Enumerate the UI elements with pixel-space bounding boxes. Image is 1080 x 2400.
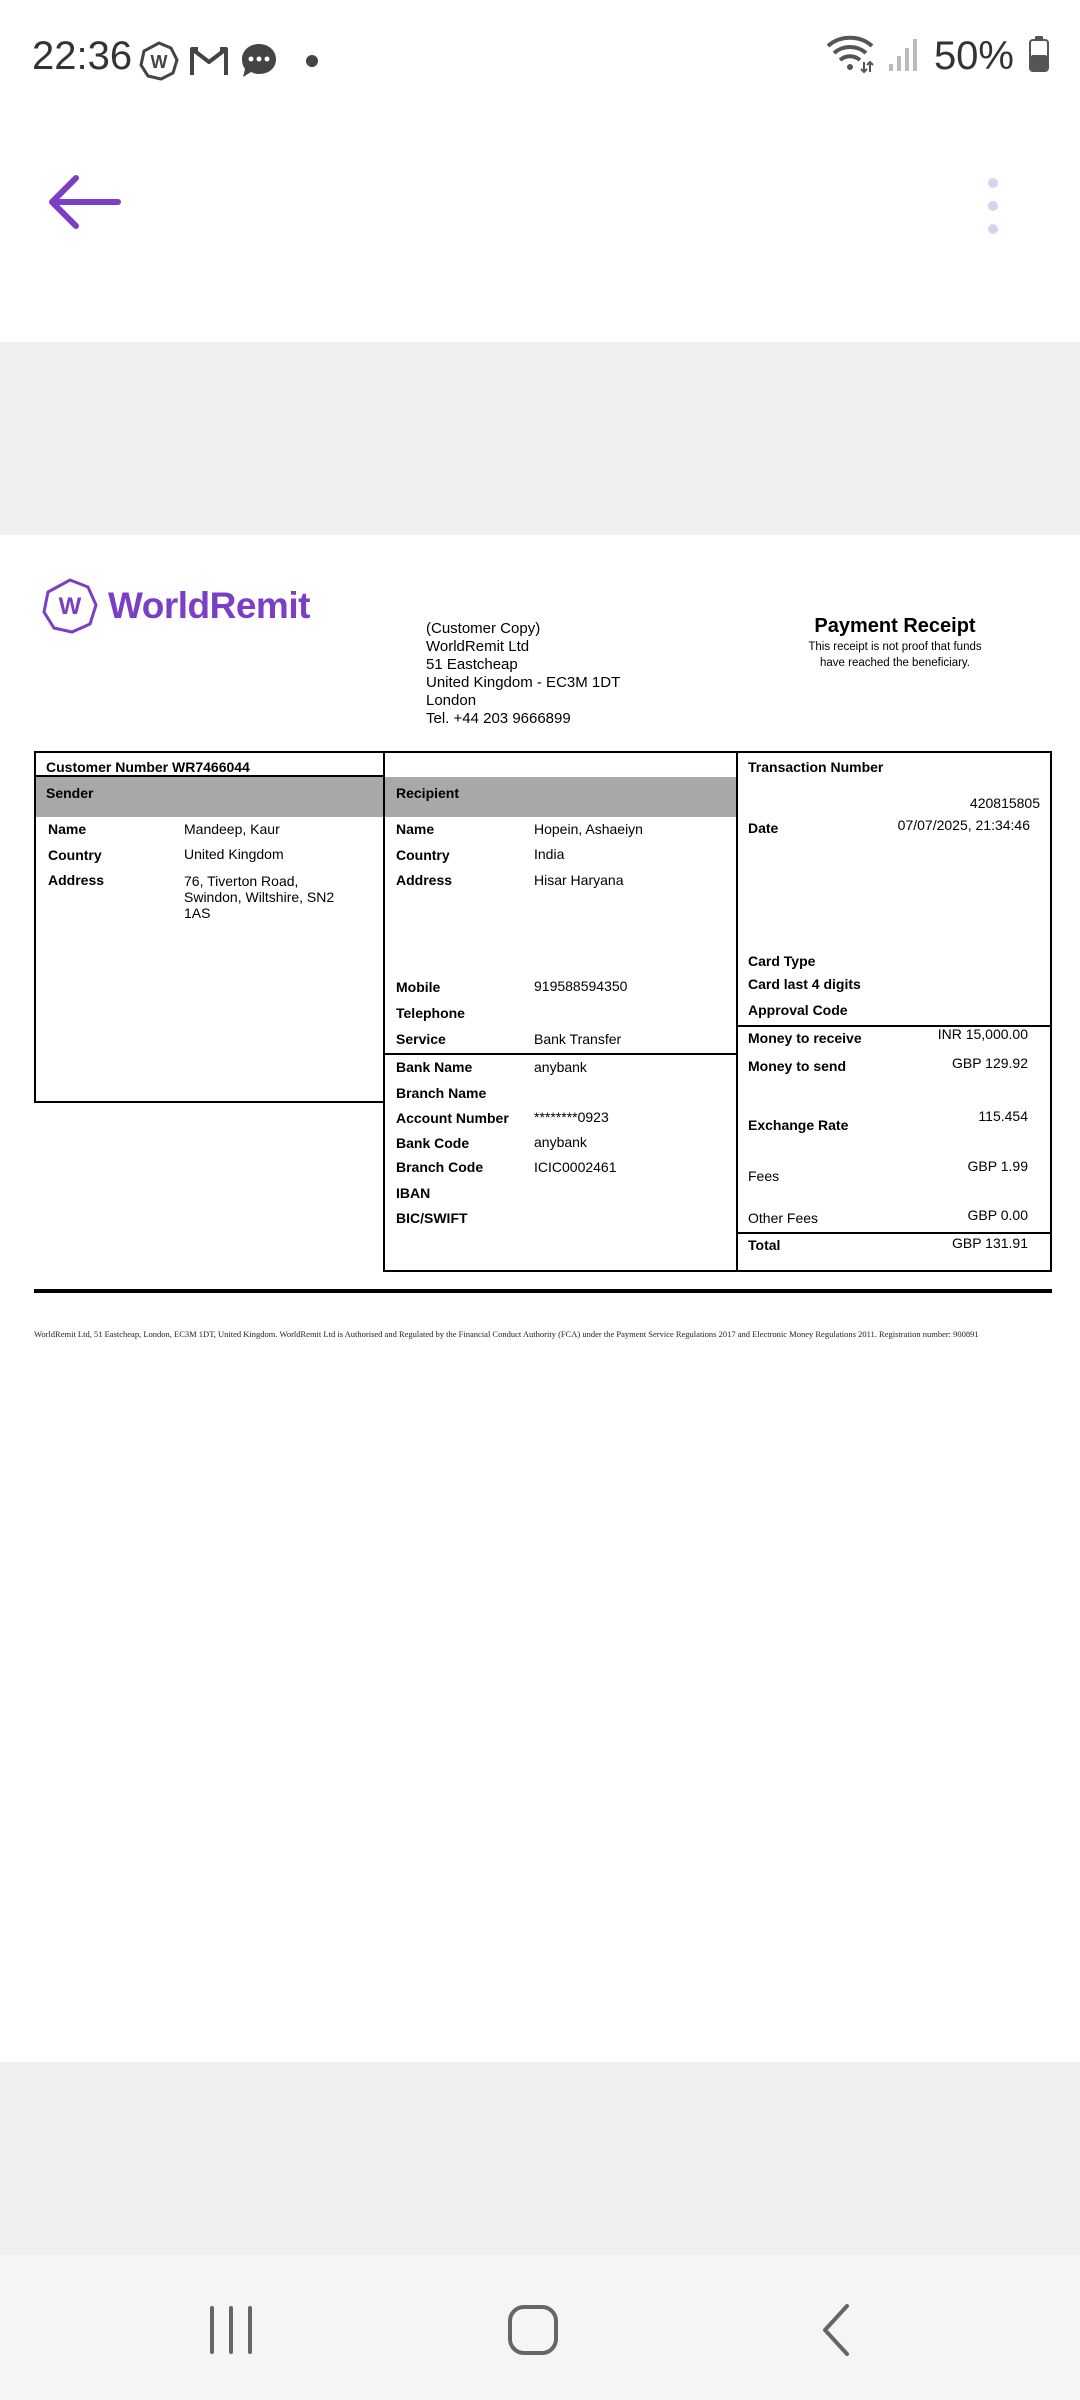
gmail-icon (188, 40, 230, 82)
receipt-disclaimer: This receipt is not proof that funds (808, 641, 982, 653)
bic-label: BIC/SWIFT (396, 1210, 468, 1226)
battery-percent: 50% (933, 34, 1014, 78)
svg-text:W: W (58, 593, 82, 620)
sender-country: United Kingdom (184, 846, 284, 862)
total: GBP 131.91 (951, 1235, 1028, 1251)
recipient-telephone-label: Telephone (396, 1005, 465, 1021)
notification-icons (138, 40, 318, 82)
divider (36, 775, 383, 777)
logo-text: WorldRemit (108, 585, 310, 626)
bank-code: anybank (534, 1134, 587, 1150)
recent-apps-button[interactable] (196, 2295, 266, 2365)
card-last4-label: Card last 4 digits (748, 976, 861, 992)
other-fees-label: Other Fees (748, 1210, 819, 1226)
sender-country-label: Country (48, 847, 102, 863)
bank-code-label: Bank Code (396, 1135, 470, 1151)
back-nav-button[interactable] (802, 2295, 872, 2365)
address-line: United Kingdom - EC3M 1DT (426, 674, 621, 691)
worldremit-notification-icon (138, 40, 180, 82)
home-button[interactable] (498, 2295, 568, 2365)
fees: GBP 1.99 (967, 1158, 1028, 1174)
more-notifications-dot (306, 55, 318, 67)
exchange-rate: 115.454 (978, 1108, 1028, 1124)
recipient-country: India (534, 846, 565, 862)
sender-address-label: Address (48, 872, 105, 888)
transaction-date: 07/07/2025, 21:34:46 (897, 817, 1030, 833)
iban-label: IBAN (396, 1185, 431, 1201)
company-address (426, 620, 620, 728)
navigation-bar (0, 2255, 1080, 2400)
system-icons (826, 34, 1050, 79)
money-to-send-label: Money to send (748, 1058, 847, 1074)
address-line: London (426, 692, 477, 709)
branch-code: ICIC0002461 (534, 1159, 617, 1175)
branch-code-label: Branch Code (396, 1159, 484, 1175)
worldremit-logo (42, 578, 310, 634)
bank-name: anybank (534, 1059, 587, 1075)
recipient-mobile: 919588594350 (534, 978, 628, 994)
arrow-left-icon (46, 172, 122, 232)
recipient-heading: Recipient (396, 785, 460, 801)
approval-code-label: Approval Code (748, 1002, 848, 1018)
transaction-number-heading: Transaction Number (748, 759, 884, 775)
status-time: 22:36 (32, 34, 133, 78)
messages-icon (238, 40, 280, 82)
address-line: WorldRemit Ltd (426, 638, 530, 655)
battery-icon (1028, 35, 1050, 78)
address-line: Tel. +44 203 9666899 (426, 710, 571, 727)
recent-apps-icon (206, 2305, 256, 2355)
recipient-address: Hisar Haryana (534, 872, 624, 888)
customer-number: Customer Number WR7466044 (46, 759, 250, 775)
home-icon (507, 2304, 559, 2356)
other-fees: GBP 0.00 (967, 1207, 1028, 1223)
recipient-service: Bank Transfer (534, 1031, 622, 1047)
recipient-country-label: Country (396, 847, 450, 863)
account-number-label: Account Number (396, 1110, 509, 1126)
money-to-send: GBP 129.92 (951, 1055, 1028, 1071)
recipient-mobile-label: Mobile (396, 979, 441, 995)
receipt-title: Payment Receipt (814, 615, 976, 637)
viewer-background-top (0, 342, 1080, 535)
total-label: Total (748, 1237, 781, 1253)
address-line: (Customer Copy) (426, 620, 541, 637)
money-to-receive: INR 15,000.00 (937, 1026, 1028, 1042)
receipt-document (0, 535, 1080, 2062)
worldremit-logo-icon (42, 578, 98, 634)
card-type-label: Card Type (748, 953, 816, 969)
sender-name-label: Name (48, 821, 87, 837)
receipt-title-block (790, 615, 1000, 670)
sender-address-line: 1AS (184, 905, 211, 921)
recipient-address-label: Address (396, 872, 453, 888)
divider (738, 1232, 1050, 1234)
status-bar (0, 0, 1080, 122)
sender-name: Mandeep, Kaur (184, 821, 280, 837)
signal-icon (888, 36, 920, 77)
back-button[interactable] (46, 172, 122, 232)
more-vertical-icon (988, 178, 998, 188)
sender-heading: Sender (46, 785, 94, 801)
divider (385, 1053, 736, 1055)
recipient-name: Hopein, Ashaeiyn (534, 821, 643, 837)
bank-name-label: Bank Name (396, 1059, 473, 1075)
sender-address (184, 873, 334, 921)
recipient-service-label: Service (396, 1031, 446, 1047)
footer-rule (34, 1289, 1052, 1293)
date-label: Date (748, 820, 779, 836)
account-number: ********0923 (534, 1109, 609, 1125)
address-line: 51 Eastcheap (426, 656, 518, 673)
sender-address-line: Swindon, Wiltshire, SN2 (184, 889, 335, 905)
viewer-background-bottom (0, 2062, 1080, 2255)
transaction-number: 420815805 (969, 795, 1040, 811)
branch-name-label: Branch Name (396, 1085, 487, 1101)
svg-text:W: W (150, 52, 168, 72)
recipient-name-label: Name (396, 821, 435, 837)
more-dot (988, 201, 998, 211)
receipt-disclaimer-2: have reached the beneficiary. (819, 657, 971, 669)
money-to-receive-label: Money to receive (748, 1030, 862, 1046)
back-icon (817, 2302, 857, 2358)
exchange-rate-label: Exchange Rate (748, 1117, 849, 1133)
app-header (0, 122, 1080, 342)
footer-legal-text: WorldRemit Ltd, 51 Eastcheap, London, EC3M 1DT, United Kingdom. WorldRemit Ltd is Authorised and Regulated by the Financial Conduct Authority (FCA) under the Payment Service Regulations 2017 and Electronic Money Regulations 2011. Registration number: 900891 (34, 1329, 979, 1339)
fees-label: Fees (748, 1168, 780, 1184)
wifi-icon (826, 34, 874, 79)
more-dot (988, 224, 998, 234)
sender-address-line: 76, Tiverton Road, (184, 873, 299, 889)
more-options-button[interactable] (976, 178, 1010, 234)
